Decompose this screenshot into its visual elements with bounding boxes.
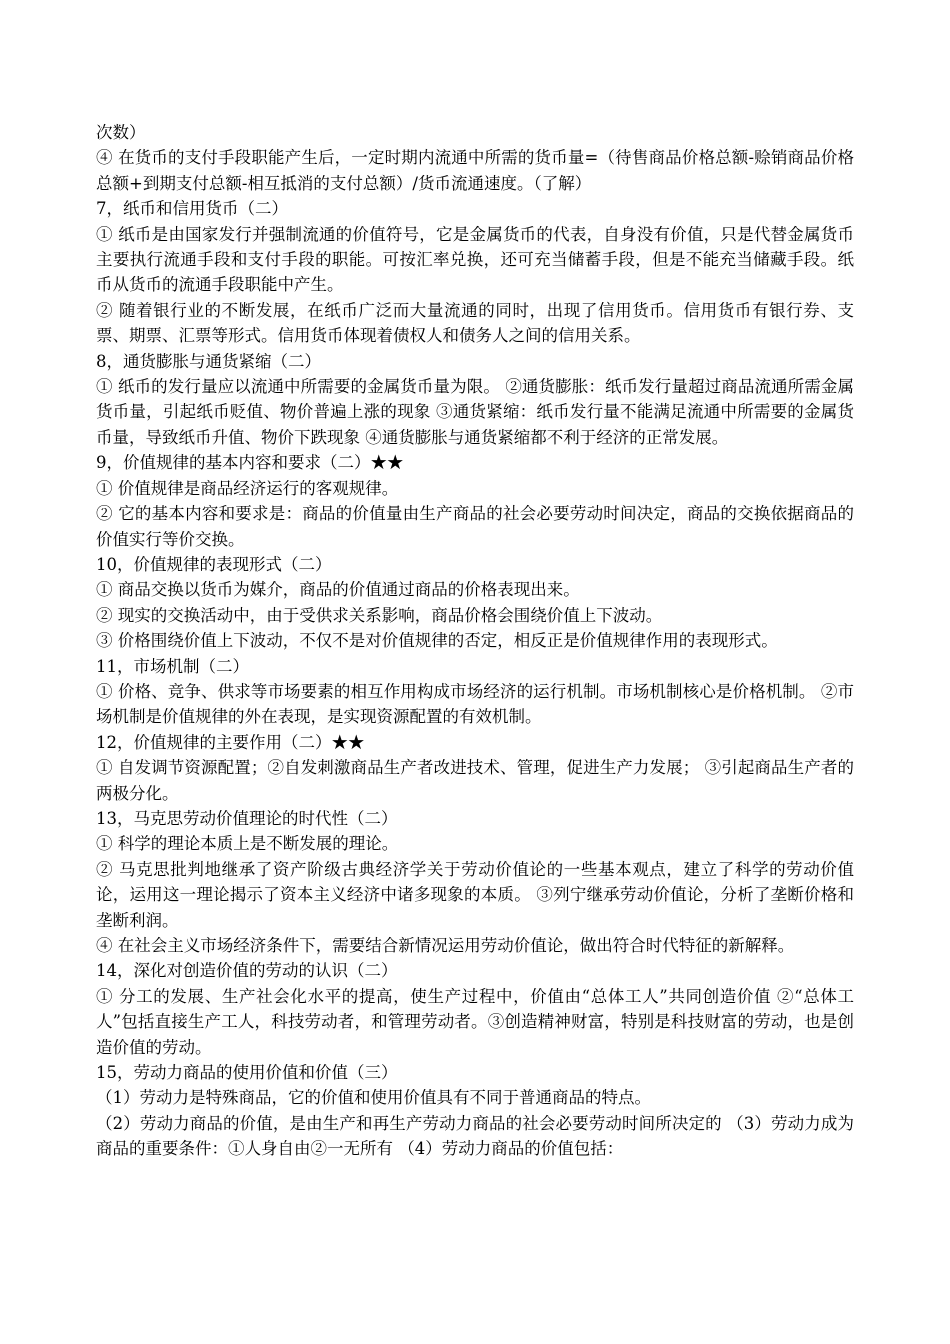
text-line: ① 科学的理论本质上是不断发展的理论。 <box>96 834 399 854</box>
text-line: （1）劳动力是特殊商品，它的价值和使用价值具有不同于普通商品的特点。 <box>96 1088 651 1108</box>
text-line: ② 它的基本内容和要求是：商品的价值量由生产商品的社会必要劳动时间决定，商品的交换依据商品的价值实行等价交换。 <box>96 504 854 549</box>
section-heading: 9，价值规律的基本内容和要求（二）★★ <box>96 453 404 473</box>
section-heading: 15，劳动力商品的使用价值和价值（三） <box>96 1063 398 1083</box>
text-line: 次数） <box>96 123 146 142</box>
text-line: ① 价值规律是商品经济运行的客观规律。 <box>96 478 399 498</box>
text-line: ① 纸币是由国家发行并强制流通的价值符号，它是金属货币的代表，自身没有价值，只是代替金属货币主要执行流通手段和支付手段的职能。可按汇率兑换，还可充当储蓄手段，但是不能充当储藏手段。纸币从货币的流通手段职能中产生。 <box>96 224 854 295</box>
text-line: ① 分工的发展、生产社会化水平的提高，使生产过程中，价值由“总体工人”共同创造价值 ②“总体工人”包括直接生产工人，科技劳动者，和管理劳动者。③创造精神财富，特别是科技财富的劳动，也是创造价值的劳动。 <box>96 986 854 1057</box>
text-line: ② 现实的交换活动中，由于受供求关系影响，商品价格会围绕价值上下波动。 <box>96 605 663 625</box>
text-line: ② 马克思批判地继承了资产阶级古典经济学关于劳动价值论的一些基本观点，建立了科学的劳动价值论，运用这一理论揭示了资本主义经济中诸多现象的本质。 ③列宁继承劳动价值论，分析了垄断价格和垄断利润。 <box>96 859 854 930</box>
section-heading: 10，价值规律的表现形式（二） <box>96 554 332 574</box>
section-heading: 11，市场机制（二） <box>96 656 249 676</box>
text-line: ① 价格、竞争、供求等市场要素的相互作用构成市场经济的运行机制。市场机制核心是价格机制。 ②市场机制是价值规律的外在表现，是实现资源配置的有效机制。 <box>96 681 854 727</box>
text-line: ① 商品交换以货币为媒介，商品的价值通过商品的价格表现出来。 <box>96 580 580 600</box>
text-line: ④ 在社会主义市场经济条件下，需要结合新情况运用劳动价值论，做出符合时代特征的新解释。 <box>96 936 795 955</box>
section-heading: 8，通货膨胀与通货紧缩（二） <box>96 351 321 371</box>
text-line: ② 随着银行业的不断发展，在纸币广泛而大量流通的同时，出现了信用货币。信用货币有银行券、支票、期票、汇票等形式。信用货币体现着债权人和债务人之间的信用关系。 <box>96 300 854 346</box>
text-line: ① 自发调节资源配置；②自发刺激商品生产者改进技术、管理，促进生产力发展； ③引起商品生产者的两极分化。 <box>96 758 854 803</box>
text-line: ③ 价格围绕价值上下波动，不仅不是对价值规律的否定，相反正是价值规律作用的表现形式。 <box>96 631 778 651</box>
text-line: ① 纸币的发行量应以流通中所需要的金属货币量为限。 ②通货膨胀：纸币发行量超过商品流通所需金属货币量，引起纸币贬值、物价普遍上涨的现象 ③通货紧缩：纸币发行量不能满足流通中所需要的金属货币量，导致纸币升值、物价下跌现象 ④通货膨胀与通货紧缩都不利于经济的正常发展。 <box>96 377 854 447</box>
section-heading: 12，价值规律的主要作用（二）★★ <box>96 732 365 752</box>
section-heading: 14，深化对创造价值的劳动的认识（二） <box>96 961 398 981</box>
section-heading: 13，马克思劳动价值理论的时代性（二） <box>96 808 398 828</box>
document-page <box>96 120 854 1162</box>
text-line: ④ 在货币的支付手段职能产生后，一定时期内流通中所需的货币量=（待售商品价格总额-赊销商品价格总额+到期支付总额-相互抵消的支付总额）/货币流通速度。（了解） <box>96 148 854 193</box>
text-line: （2）劳动力商品的价值，是由生产和再生产劳动力商品的社会必要劳动时间所决定的 （3）劳动力成为商品的重要条件：①人身自由②一无所有 （4）劳动力商品的价值包括： <box>96 1113 854 1159</box>
section-heading: 7，纸币和信用货币（二） <box>96 199 288 219</box>
